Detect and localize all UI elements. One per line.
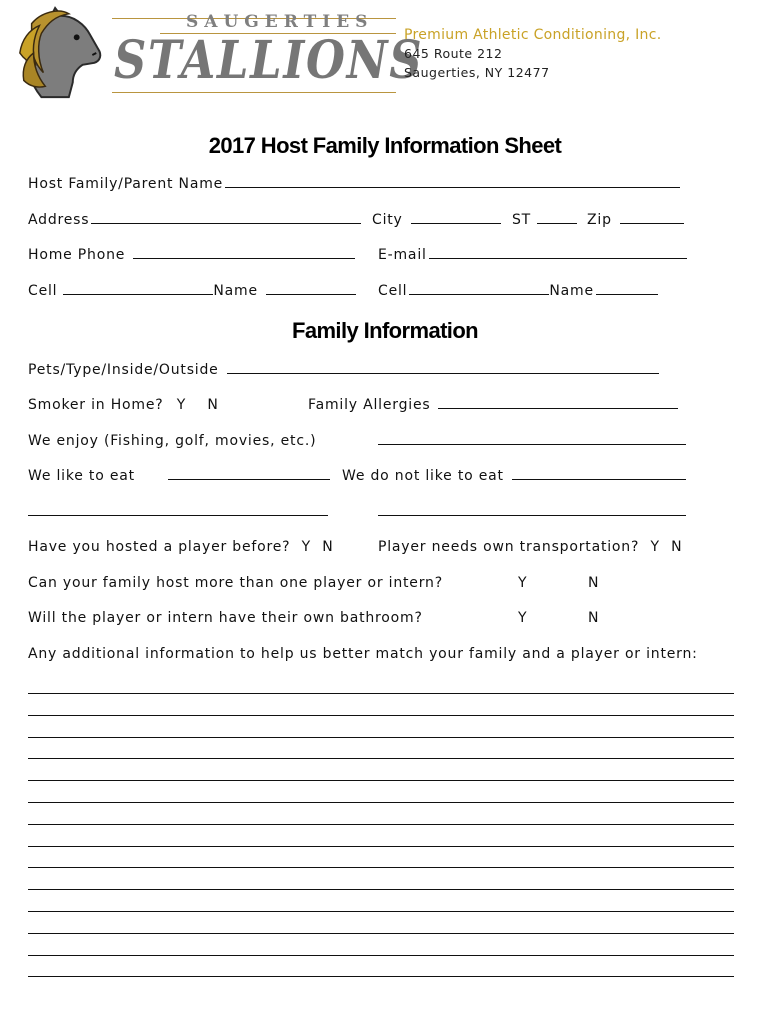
address-row xyxy=(28,212,361,228)
org-address-line-2: Saugerties, NY 12477 xyxy=(404,65,550,80)
pets-row xyxy=(28,362,659,378)
hosted-yes-option[interactable]: Y xyxy=(301,539,312,555)
host-name-field[interactable] xyxy=(225,187,680,188)
transport-row xyxy=(378,539,682,555)
additional-info-line[interactable] xyxy=(28,867,734,868)
dislike-row xyxy=(342,468,686,484)
allergies-row xyxy=(308,397,678,413)
like-row xyxy=(168,468,330,484)
additional-info-line[interactable] xyxy=(28,693,734,694)
enjoy-label: We enjoy (Fishing, golf, movies, etc.) xyxy=(28,433,317,449)
multiple-yes-option[interactable]: Y xyxy=(518,575,528,591)
city-field[interactable] xyxy=(411,223,501,224)
dislike-field[interactable] xyxy=(512,479,686,480)
extra-dislike-row xyxy=(378,504,686,520)
city-row xyxy=(372,212,501,228)
smoker-row xyxy=(28,397,219,413)
family-section-title: Family Information xyxy=(292,318,478,343)
multiple-no-option[interactable]: N xyxy=(588,575,600,591)
state-label: ST xyxy=(512,212,532,228)
host-name-row xyxy=(28,176,680,192)
additional-info-line[interactable] xyxy=(28,976,734,977)
additional-info-line[interactable] xyxy=(28,846,734,847)
home-phone-row xyxy=(28,247,355,263)
transport-yes-option[interactable]: Y xyxy=(650,539,660,555)
hosted-row xyxy=(28,539,334,555)
email-label: E-mail xyxy=(378,247,427,263)
city-label: City xyxy=(372,212,403,228)
additional-info-line[interactable] xyxy=(28,780,734,781)
brand-big-text: STALLIONS xyxy=(114,30,424,91)
extra-dislike-field[interactable] xyxy=(378,515,686,516)
dislike-label: We do not like to eat xyxy=(342,468,504,484)
allergies-field[interactable] xyxy=(438,408,678,409)
smoker-label: Smoker in Home? xyxy=(28,397,164,413)
additional-info-line[interactable] xyxy=(28,802,734,803)
brand-small-text: SAUGERTIES xyxy=(186,12,374,32)
additional-info-line[interactable] xyxy=(28,933,734,934)
zip-label: Zip xyxy=(587,212,612,228)
extra-line-row xyxy=(28,504,328,520)
bathroom-label: Will the player or intern have their own bathroom? xyxy=(28,610,423,626)
state-field[interactable] xyxy=(537,223,577,224)
org-address-line-1: 645 Route 212 xyxy=(404,46,503,61)
host-name-label: Host Family/Parent Name xyxy=(28,176,224,192)
zip-field[interactable] xyxy=(620,223,684,224)
zip-row xyxy=(587,212,684,228)
multiple-label: Can your family host more than one player or intern? xyxy=(28,575,443,591)
cell-1-row xyxy=(28,283,356,299)
cell-2-field[interactable] xyxy=(409,294,549,295)
state-row xyxy=(512,212,577,228)
stallion-logo-icon xyxy=(12,4,110,102)
name-2-label: Name xyxy=(549,283,594,299)
address-label: Address xyxy=(28,212,90,228)
additional-info-line[interactable] xyxy=(28,911,734,912)
email-row xyxy=(378,247,687,263)
enjoy-row xyxy=(378,433,686,449)
cell-1-label: Cell xyxy=(28,283,58,299)
transport-no-option[interactable]: N xyxy=(671,539,683,555)
name-1-label: Name xyxy=(213,283,258,299)
smoker-no-option[interactable]: N xyxy=(207,397,219,413)
name-2-field[interactable] xyxy=(596,294,658,295)
bathroom-yes-option[interactable]: Y xyxy=(518,610,528,626)
additional-info-line[interactable] xyxy=(28,955,734,956)
pets-field[interactable] xyxy=(227,373,659,374)
additional-label: Any additional information to help us better match your family and a player or intern: xyxy=(28,646,698,662)
org-name: Premium Athletic Conditioning, Inc. xyxy=(404,27,662,43)
additional-info-line[interactable] xyxy=(28,758,734,759)
brand-rule-bottom xyxy=(112,92,396,93)
hosted-label: Have you hosted a player before? xyxy=(28,539,291,555)
home-phone-label: Home Phone xyxy=(28,247,126,263)
name-1-field[interactable] xyxy=(266,294,356,295)
enjoy-field[interactable] xyxy=(378,444,686,445)
cell-2-label: Cell xyxy=(378,283,408,299)
additional-info-line[interactable] xyxy=(28,824,734,825)
extra-like-field[interactable] xyxy=(28,515,328,516)
like-field[interactable] xyxy=(168,479,330,480)
pets-label: Pets/Type/Inside/Outside xyxy=(28,362,219,378)
allergies-label: Family Allergies xyxy=(308,397,431,413)
transport-label: Player needs own transportation? xyxy=(378,539,640,555)
hosted-no-option[interactable]: N xyxy=(322,539,334,555)
additional-info-line[interactable] xyxy=(28,889,734,890)
additional-info-line[interactable] xyxy=(28,737,734,738)
smoker-yes-option[interactable]: Y xyxy=(176,397,187,413)
home-phone-field[interactable] xyxy=(133,258,355,259)
address-field[interactable] xyxy=(91,223,361,224)
additional-info-line[interactable] xyxy=(28,715,734,716)
like-label: We like to eat xyxy=(28,468,135,484)
bathroom-no-option[interactable]: N xyxy=(588,610,600,626)
page-title: 2017 Host Family Information Sheet xyxy=(208,133,562,158)
cell-1-field[interactable] xyxy=(63,294,213,295)
email-field[interactable] xyxy=(429,258,687,259)
cell-2-row xyxy=(378,283,658,299)
